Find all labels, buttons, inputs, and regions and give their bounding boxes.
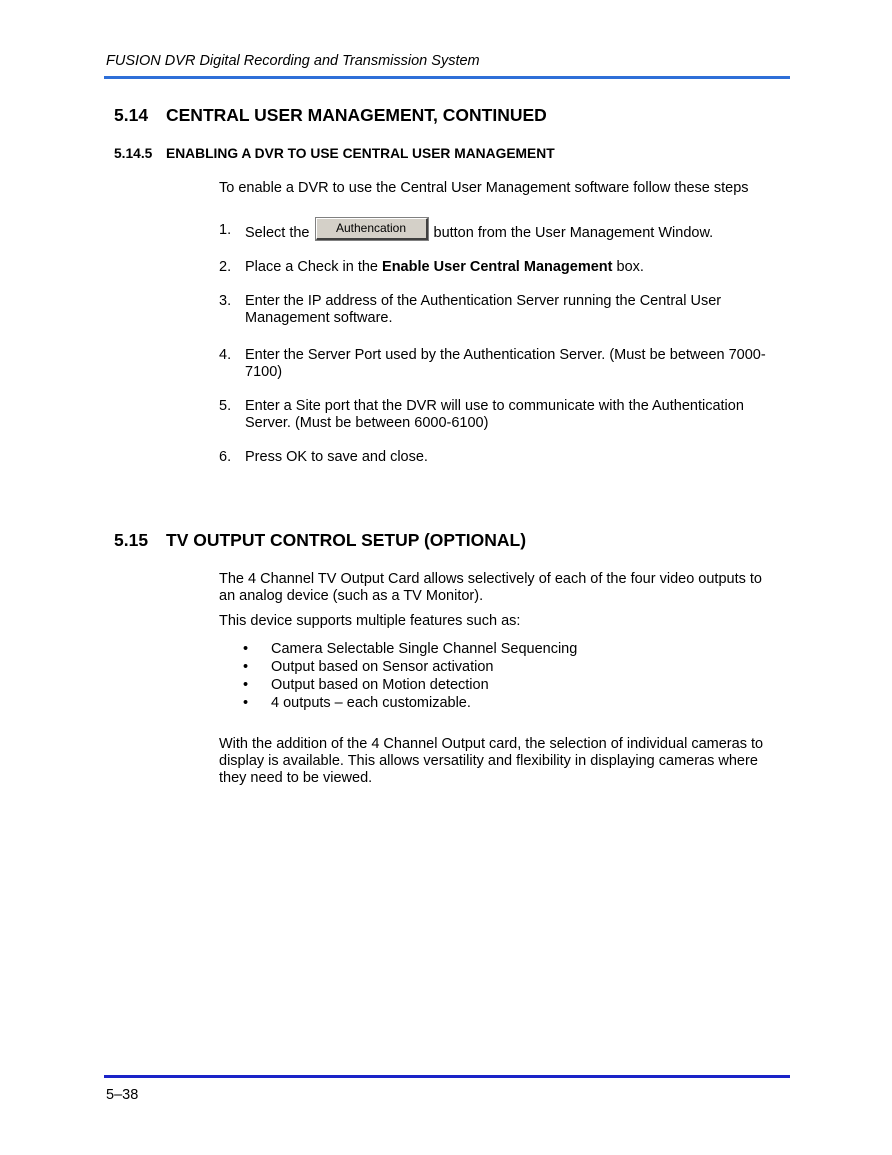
step-text: Enter a Site port that the DVR will use to communicate with the Authentication Server. (Must be between 6000-6100) (245, 398, 744, 431)
authencation-button-image: Authencation (316, 218, 428, 240)
bullet-icon: • (243, 695, 249, 711)
bullet-icon: • (243, 641, 249, 657)
subsection-number: 5.14.5 (114, 146, 153, 161)
step-text-post: box. (612, 259, 644, 275)
step-number: 4. (219, 347, 232, 363)
running-header: FUSION DVR Digital Recording and Transmission System (106, 53, 480, 69)
subsection-heading-5-14-5 (114, 146, 555, 161)
section-title: CENTRAL USER MANAGEMENT, CONTINUED (166, 105, 547, 125)
list-item (219, 640, 577, 658)
footer-rule (104, 1075, 790, 1078)
step-text-post: button from the User Management Window. (433, 224, 714, 241)
step-number: 1. (219, 222, 232, 238)
list-item (219, 658, 577, 676)
step-number: 2. (219, 259, 232, 275)
section-number: 5.14 (114, 105, 149, 125)
step-text: Enter the IP address of the Authentication Server running the Central User Management software. (245, 293, 722, 326)
step-text: Enter the Server Port used by the Authentication Server. (Must be between 7000-7100) (245, 347, 766, 380)
step-text-bold: Enable User Central Management (382, 259, 613, 275)
section-title: TV OUTPUT CONTROL SETUP (OPTIONAL) (166, 530, 527, 550)
tv-output-paragraph-1: The 4 Channel TV Output Card allows selectively of each of the four video outputs to an analog device (such as a TV Monitor). (219, 571, 762, 604)
list-item (219, 676, 577, 694)
section-number: 5.15 (114, 530, 149, 550)
tv-output-paragraph-3: With the addition of the 4 Channel Output card, the selection of individual cameras to display is available. This allows versatility and flexibility in displaying cameras where they need to be viewed. (219, 736, 764, 786)
list-item-text: Output based on Sensor activation (271, 659, 494, 675)
step-2 (219, 259, 779, 276)
bullet-icon: • (243, 677, 249, 693)
step-6 (219, 449, 779, 466)
step-text: Press OK to save and close. (245, 449, 428, 465)
step-text-pre: Place a Check in the (245, 259, 383, 275)
step-4 (219, 347, 779, 381)
step-5 (219, 398, 779, 432)
step-number: 6. (219, 449, 232, 465)
step-number: 5. (219, 398, 232, 414)
tv-output-paragraph-2: This device supports multiple features such as: (219, 613, 521, 629)
page-number: 5–38 (106, 1087, 139, 1103)
feature-list (219, 640, 577, 712)
list-item-text: Output based on Motion detection (271, 677, 489, 693)
section-heading-5-15 (114, 530, 526, 551)
header-rule (104, 76, 790, 79)
step-1 (219, 222, 779, 244)
step-number: 3. (219, 293, 232, 309)
list-item-text: Camera Selectable Single Channel Sequencing (271, 641, 578, 657)
subsection-title: ENABLING A DVR TO USE CENTRAL USER MANAGEMENT (166, 146, 555, 161)
list-item-text: 4 outputs – each customizable. (271, 695, 471, 711)
section-heading-5-14 (114, 105, 547, 126)
list-item (219, 694, 577, 712)
step-3 (219, 293, 779, 327)
intro-paragraph: To enable a DVR to use the Central User Management software follow these steps (219, 180, 749, 196)
bullet-icon: • (243, 659, 249, 675)
step-text-pre: Select the (245, 224, 310, 241)
